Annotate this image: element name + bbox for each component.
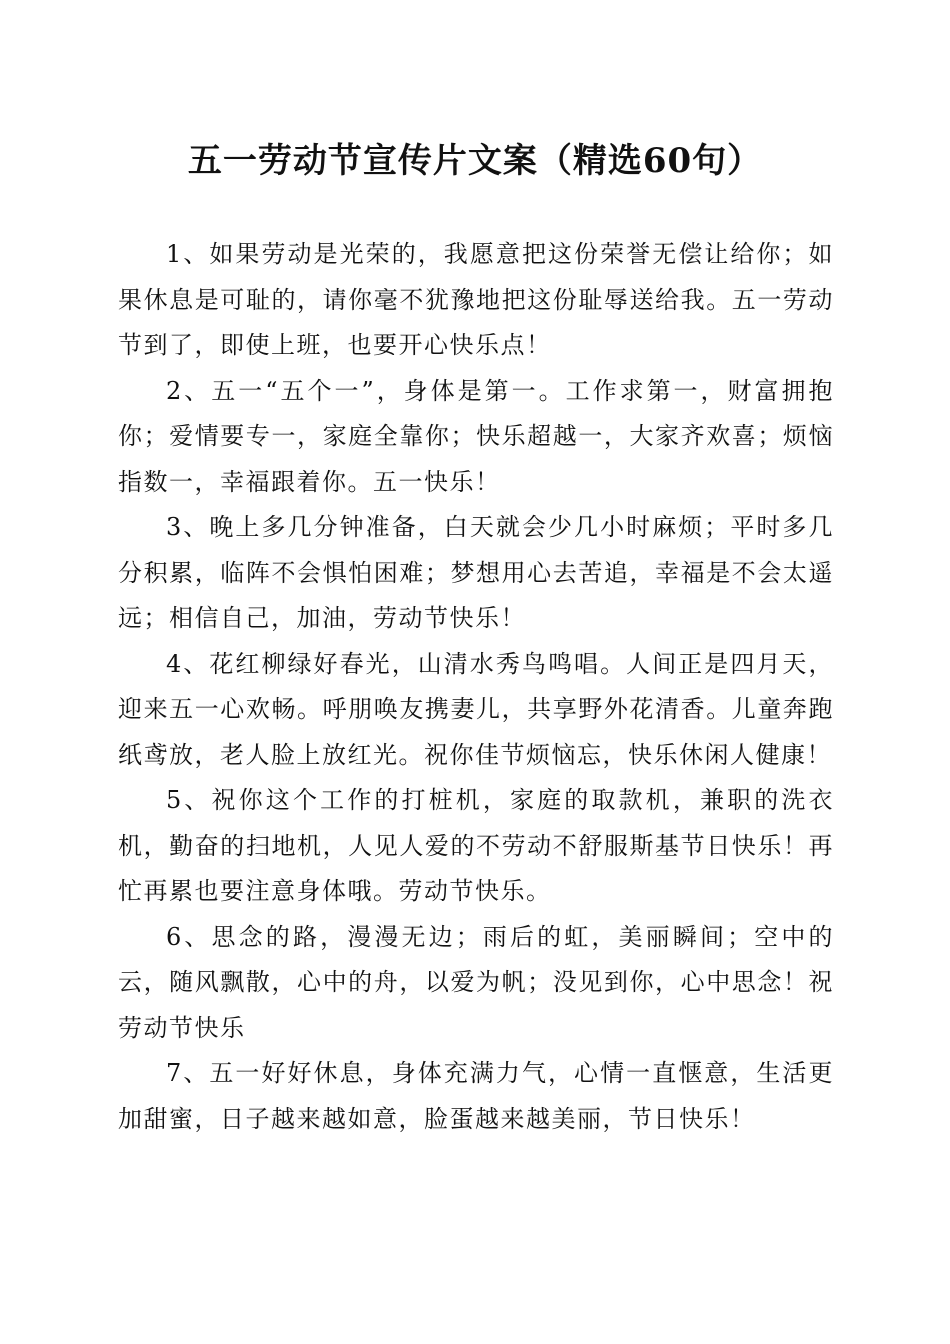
document-body xyxy=(118,232,834,1142)
paragraph-6: 6、思念的路，漫漫无边；雨后的虹，美丽瞬间；空中的云，随风飘散，心中的舟，以爱为帆；没见到你，心中思念！祝劳动节快乐 xyxy=(118,922,834,1042)
paragraph-1: 1、如果劳动是光荣的，我愿意把这份荣誉无偿让给你；如果休息是可耻的，请你毫不犹豫地把这份耻辱送给我。五一劳动节到了，即使上班，也要开心快乐点！ xyxy=(118,240,834,359)
paragraph-5: 5、祝你这个工作的打桩机，家庭的取款机，兼职的洗衣机，勤奋的扫地机，人见人爱的不劳动不舒服斯基节日快乐！再忙再累也要注意身体哦。劳动节快乐。 xyxy=(118,786,834,905)
paragraph-3: 3、晚上多几分钟准备，白天就会少几小时麻烦；平时多几分积累，临阵不会惧怕困难；梦想用心去苦追，幸福是不会太遥远；相信自己，加油，劳动节快乐！ xyxy=(118,513,834,632)
paragraph-4: 4、花红柳绿好春光，山清水秀鸟鸣唱。人间正是四月天，迎来五一心欢畅。呼朋唤友携妻儿，共享野外花清香。儿童奔跑纸鸢放，老人脸上放红光。祝你佳节烦恼忘，快乐休闲人健康！ xyxy=(118,649,834,769)
paragraph-7: 7、五一好好休息，身体充满力气，心情一直惬意，生活更加甜蜜，日子越来越如意，脸蛋越来越美丽，节日快乐！ xyxy=(118,1059,834,1133)
paragraph-2: 2、五一“五个一”，身体是第一。工作求第一，财富拥抱你；爱情要专一，家庭全靠你；快乐超越一，大家齐欢喜；烦恼指数一，幸福跟着你。五一快乐！ xyxy=(118,376,834,496)
document-title: 五一劳动节宣传片文案（精选60句） xyxy=(187,141,763,181)
